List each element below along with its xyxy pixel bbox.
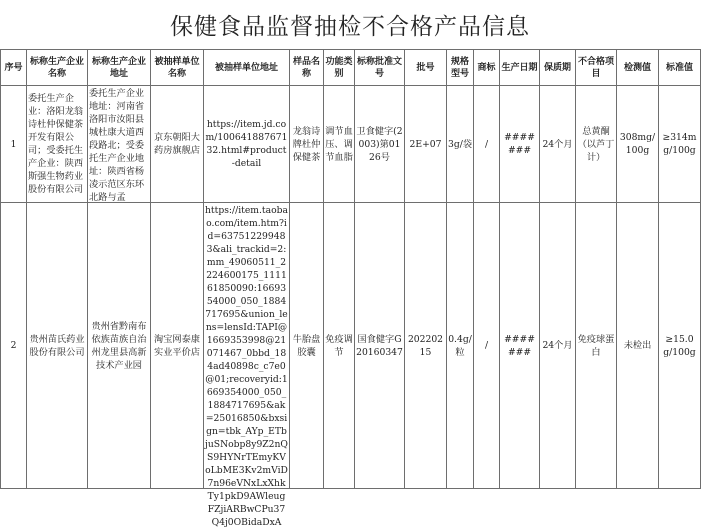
results-table — [0, 49, 701, 528]
header-approval: 标称批准文号 — [355, 50, 405, 86]
cell-function: 免疫调节 — [324, 203, 355, 489]
cell-shelf: 24个月 — [540, 203, 576, 489]
header-measured: 检测值 — [617, 50, 659, 86]
cell-batch: 2E+07 — [405, 86, 447, 203]
cell-sample-name: 龙翁诗牌杜仲保健茶 — [290, 86, 324, 203]
cell-producer-text: 委托生产企业：洛阳龙翁诗杜仲保健茶开发有限公司；受委托生产企业：陕西斯强生物药业股份有限公司 — [28, 93, 84, 195]
cell-address — [88, 86, 151, 203]
cell-sampled-unit: 京东朝阳大药房旗舰店 — [151, 86, 204, 203]
cell-item: 免疫球蛋白 — [576, 203, 617, 489]
cell-brand: / — [474, 86, 500, 203]
header-date: 生产日期 — [500, 50, 540, 86]
page-title: 保健食品监督抽检不合格产品信息 — [170, 14, 530, 40]
header-shelf: 保质期 — [540, 50, 576, 86]
cell-approval: 国食健字G20160347 — [355, 203, 405, 489]
cell-no: 1 — [1, 86, 27, 203]
cell-sampled-address: https://item.jd.com/10064188767132.html#product-detail — [204, 86, 290, 203]
cell-batch: 20220215 — [405, 203, 447, 489]
cell-producer — [27, 86, 88, 203]
cell-address-text: 委托生产企业地址：河南省洛阳市汝阳县城杜康大道西段路北；受委托生产企业地址：陕西省杨凌示范区东环北路与孟 — [89, 88, 145, 203]
header-producer: 标称生产企业名称 — [27, 50, 88, 86]
cell-measured: 308mg/100g — [617, 86, 659, 203]
header-sampled-address: 被抽样单位地址 — [204, 50, 290, 86]
cell-shelf: 24个月 — [540, 86, 576, 203]
cell-brand: / — [474, 203, 500, 489]
cell-approval: 卫食健字(2003)第0126号 — [355, 86, 405, 203]
cell-measured: 未检出 — [617, 203, 659, 489]
cell-date: ####### — [500, 203, 540, 489]
header-spec: 规格型号 — [447, 50, 474, 86]
cell-address: 贵州省黔南布依族苗族自治州龙里县高新技术产业园 — [88, 203, 151, 489]
cell-sampled-address-text: https://item.taobao.com/item.htm?id=637512299483&ali_trackid=2:mm_49060511_2224600175_111161850090:1669354000_050_1884717695&union_lens=lensId:TAPI@1669353998@21071467_0bbd_184ad40898c_c7e0@01;recoveryid:1669354000_050_1884717695&ak=25016850&bxsign=tbk_AYp_ETbjuSNobp8y9Z2nQS9HYNrTEmyKVoLbME3Kv2mViD7n96eVNxLxXhkTy1pkD9AWleugFZjiARBwCPu37Q4j0OBidaDxA — [205, 205, 288, 528]
header-function: 功能类别 — [324, 50, 355, 86]
cell-spec: 0.4g/粒 — [447, 203, 474, 489]
cell-sampled-unit: 淘宝网泰康实业平价店 — [151, 203, 204, 489]
header-row — [1, 50, 701, 86]
header-brand: 商标 — [474, 50, 500, 86]
cell-standard: ≥314mg/100g — [659, 86, 701, 203]
cell-item: 总黄酮（以芦丁计） — [576, 86, 617, 203]
cell-no: 2 — [1, 203, 27, 489]
cell-date: ####### — [500, 86, 540, 203]
table-row — [1, 86, 701, 203]
header-sampled-unit: 被抽样单位名称 — [151, 50, 204, 86]
cell-producer: 贵州苗氏药业股份有限公司 — [27, 203, 88, 489]
header-batch: 批号 — [405, 50, 447, 86]
header-no: 序号 — [1, 50, 27, 86]
cell-spec: 3g/袋 — [447, 86, 474, 203]
header-standard: 标准值 — [659, 50, 701, 86]
header-item: 不合格项目 — [576, 50, 617, 86]
header-address: 标称生产企业地址 — [88, 50, 151, 86]
cell-sampled-address — [204, 203, 290, 528]
table-row — [1, 203, 701, 489]
header-sample-name: 样品名称 — [290, 50, 324, 86]
cell-sample-name: 牛胎盘胶囊 — [290, 203, 324, 489]
cell-standard: ≥15.0 g/100g — [659, 203, 701, 489]
cell-function: 调节血压、调节血脂 — [324, 86, 355, 203]
